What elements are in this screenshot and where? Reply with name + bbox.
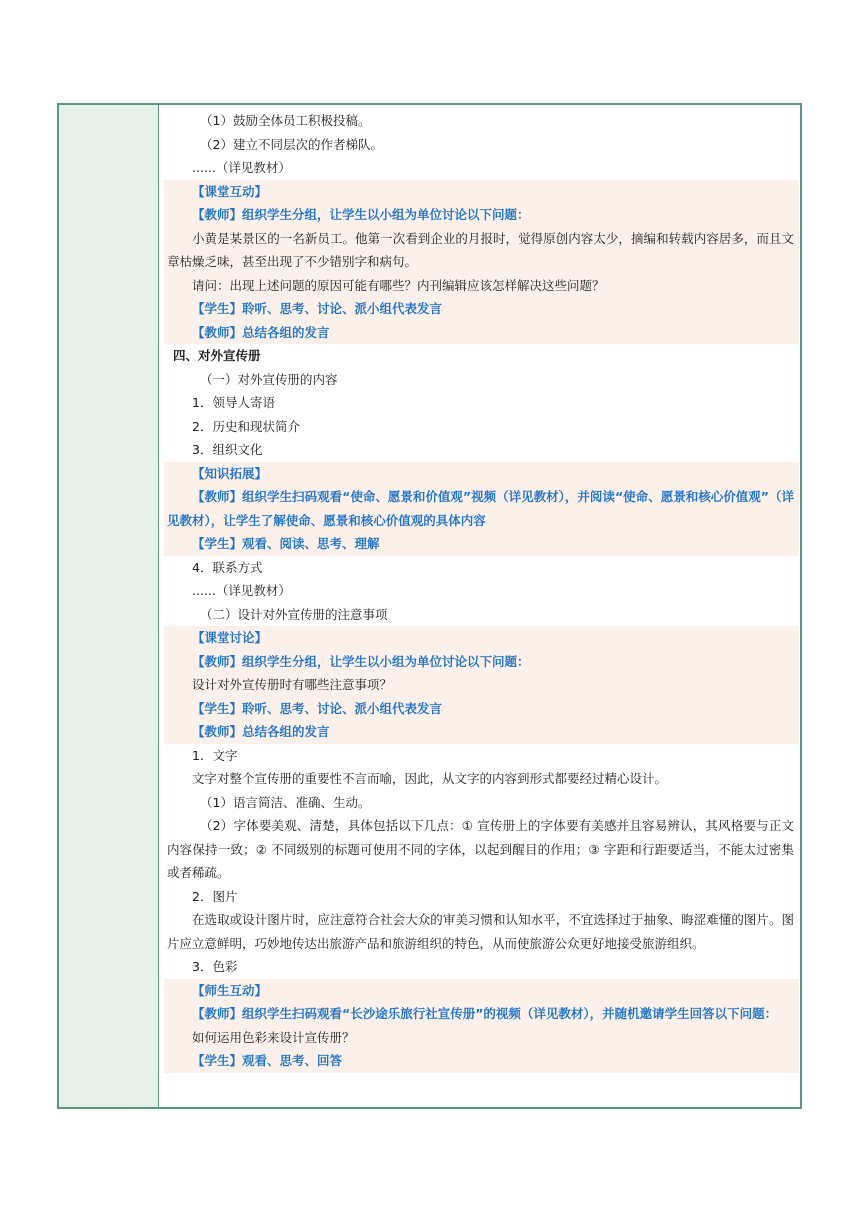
text-line: 【教师】组织学生分组，让学生以小组为单位讨论以下问题： <box>164 203 799 227</box>
text-line: （二）设计对外宣传册的注意事项 <box>200 606 388 622</box>
text-line: ......（详见教材） <box>192 583 291 598</box>
text-line: 如何运用色彩来设计宣传册？ <box>164 1026 799 1050</box>
text-line: 【教师】总结各组的发言 <box>164 720 799 744</box>
text-line: 【师生互动】 <box>164 979 799 1003</box>
text-line: 【课堂互动】 <box>164 180 799 204</box>
text-line: 【学生】聆听、思考、讨论、派小组代表发言 <box>164 297 799 321</box>
text-line: （2）字体要美观、清楚，具体包括以下几点：① 宣传册上的字体要有美感并且容易辨认，其风格要与正文内容保持一致；② 不同级别的标题可使用不同的字体，以起到醒目的作用；③ 字距和行距要适当，不能太过密集或者稀疏。 <box>167 818 794 880</box>
text-line: 【教师】组织学生分组，让学生以小组为单位讨论以下问题： <box>164 650 799 674</box>
text-line: 【教师】总结各组的发言 <box>164 321 799 345</box>
text-line: 小黄是某景区的一名新员工。他第一次看到企业的月报时，觉得原创内容太少，摘编和转载内容居多，而且文章枯燥乏味，甚至出现了不少错别字和病句。 <box>164 227 799 274</box>
text-line: （1）鼓励全体员工积极投稿。 <box>200 113 371 128</box>
text-line: （1）语言简洁、准确、生动。 <box>200 794 371 810</box>
text-line: 【知识拓展】 <box>164 462 799 486</box>
text-line: 请问：出现上述问题的原因可能有哪些？内刊编辑应该怎样解决这些问题？ <box>164 274 799 298</box>
text-line: 【教师】组织学生扫码观看“使命、愿景和价值观”视频（详见教材），并阅读“使命、愿景和核心价值观”（详见教材），让学生了解使命、愿景和核心价值观的具体内容 <box>164 485 799 532</box>
text-line: 四、对外宣传册 <box>173 348 261 363</box>
text-line: 【课堂讨论】 <box>164 626 799 650</box>
text-line: 4．联系方式 <box>192 559 263 575</box>
text-line: 2．图片 <box>192 888 238 904</box>
text-line: 【学生】观看、思考、回答 <box>164 1049 799 1073</box>
text-line: 2．历史和现状简介 <box>192 418 300 434</box>
text-line: 【学生】观看、阅读、思考、理解 <box>164 532 799 556</box>
lesson-table <box>57 103 802 1109</box>
text-line: 【学生】聆听、思考、讨论、派小组代表发言 <box>164 697 799 721</box>
text-line: 【教师】组织学生扫码观看“长沙途乐旅行社宣传册”的视频（详见教材），并随机邀请学生回答以下问题： <box>164 1002 799 1026</box>
text-line: （2）建立不同层次的作者梯队。 <box>200 136 383 152</box>
text-line: ......（详见教材） <box>192 160 291 175</box>
table-content-cell <box>159 105 800 1107</box>
text-line: 3．组织文化 <box>192 442 263 457</box>
text-line: 1．文字 <box>192 747 238 763</box>
text-line: 3．色彩 <box>192 959 238 974</box>
table-left-column <box>59 105 159 1107</box>
text-line: 文字对整个宣传册的重要性不言而喻，因此，从文字的内容到形式都要经过精心设计。 <box>192 771 668 786</box>
text-line: 设计对外宣传册时有哪些注意事项？ <box>164 673 799 697</box>
text-line: （一）对外宣传册的内容 <box>200 371 338 387</box>
text-line: 在选取或设计图片时，应注意符合社会大众的审美习惯和认知水平，不宜选择过于抽象、晦涩难懂的图片。图片应立意鲜明，巧妙地传达出旅游产品和旅游组织的特色，从而使旅游公众更好地接受旅游组织。 <box>167 912 794 951</box>
text-line: 1．领导人寄语 <box>192 395 275 410</box>
